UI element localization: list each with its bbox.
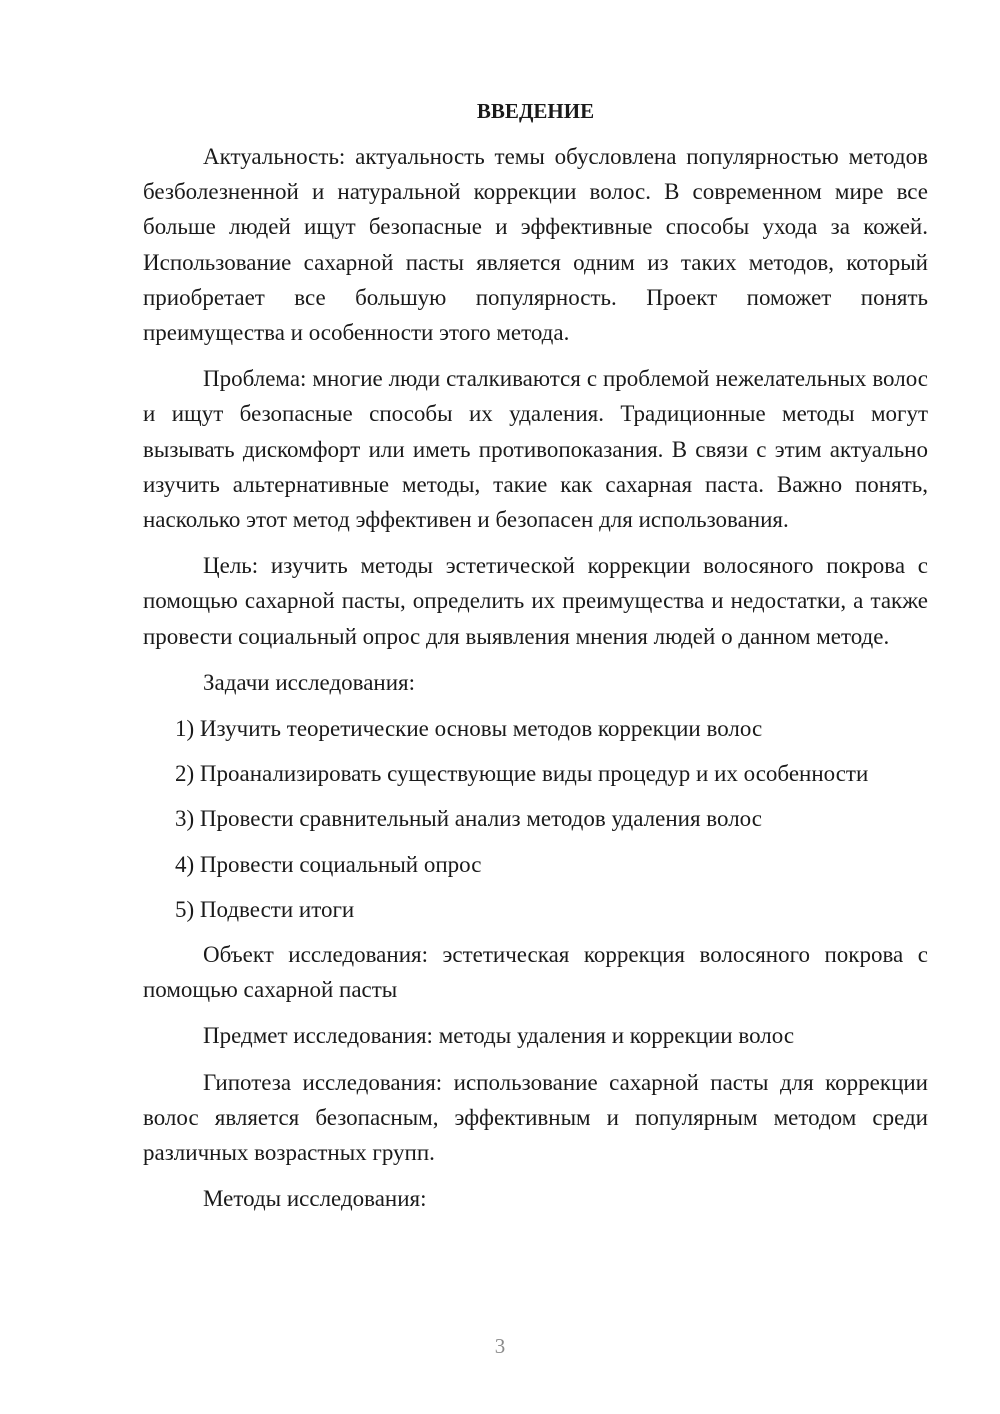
paragraph-goal: Цель: изучить методы эстетической коррекции волосяного покрова с помощью сахарной пасты, определить их преимущества и недостатки, а также провести социальный опрос для выявления мнения людей о данном методе. bbox=[143, 553, 928, 649]
page-content bbox=[143, 96, 928, 1227]
tasks-list bbox=[143, 711, 928, 927]
list-item: 3) Провести сравнительный анализ методов удаления волос bbox=[175, 806, 762, 832]
list-item: 1) Изучить теоретические основы методов коррекции волос bbox=[175, 716, 763, 742]
paragraph-hypothesis: Гипотеза исследования: использование сахарной пасты для коррекции волос является безопасным, эффективным и популярным методом среди различных возрастных групп. bbox=[143, 1069, 928, 1166]
paragraph-subject: Предмет исследования: методы удаления и коррекции волос bbox=[203, 1023, 795, 1049]
list-item: 4) Провести социальный опрос bbox=[175, 851, 482, 877]
page-title: ВВЕДЕНИЕ bbox=[476, 99, 595, 123]
paragraph-relevance: Актуальность: актуальность темы обусловлена популярностью методов безболезненной и натуральной коррекции волос. В современном мире все больше людей ищут безопасные и эффективные способы ухода за кожей. Использование сахарной пасты является одним из таких методов, который приобретает все большую популярность. Проект поможет понять преимущества и особенности этого метода. bbox=[143, 144, 928, 346]
methods-heading: Методы исследования: bbox=[203, 1186, 427, 1212]
paragraph-object: Объект исследования: эстетическая коррекция волосяного покрова с помощью сахарной пасты bbox=[143, 942, 928, 1003]
tasks-heading: Задачи исследования: bbox=[203, 669, 416, 695]
paragraph-problem: Проблема: многие люди сталкиваются с проблемой нежелательных волос и ищут безопасные способы их удаления. Традиционные методы могут вызывать дискомфорт или иметь противопоказания. В связи с этим актуально изучить альтернативные методы, такие как сахарная паста. Важно понять, насколько этот метод эффективен и безопасен для использования. bbox=[143, 366, 928, 533]
page-number: 3 bbox=[494, 1334, 506, 1358]
list-item: 5) Подвести итоги bbox=[175, 896, 355, 922]
list-item: 2) Проанализировать существующие виды процедур и их особенности bbox=[175, 761, 869, 787]
